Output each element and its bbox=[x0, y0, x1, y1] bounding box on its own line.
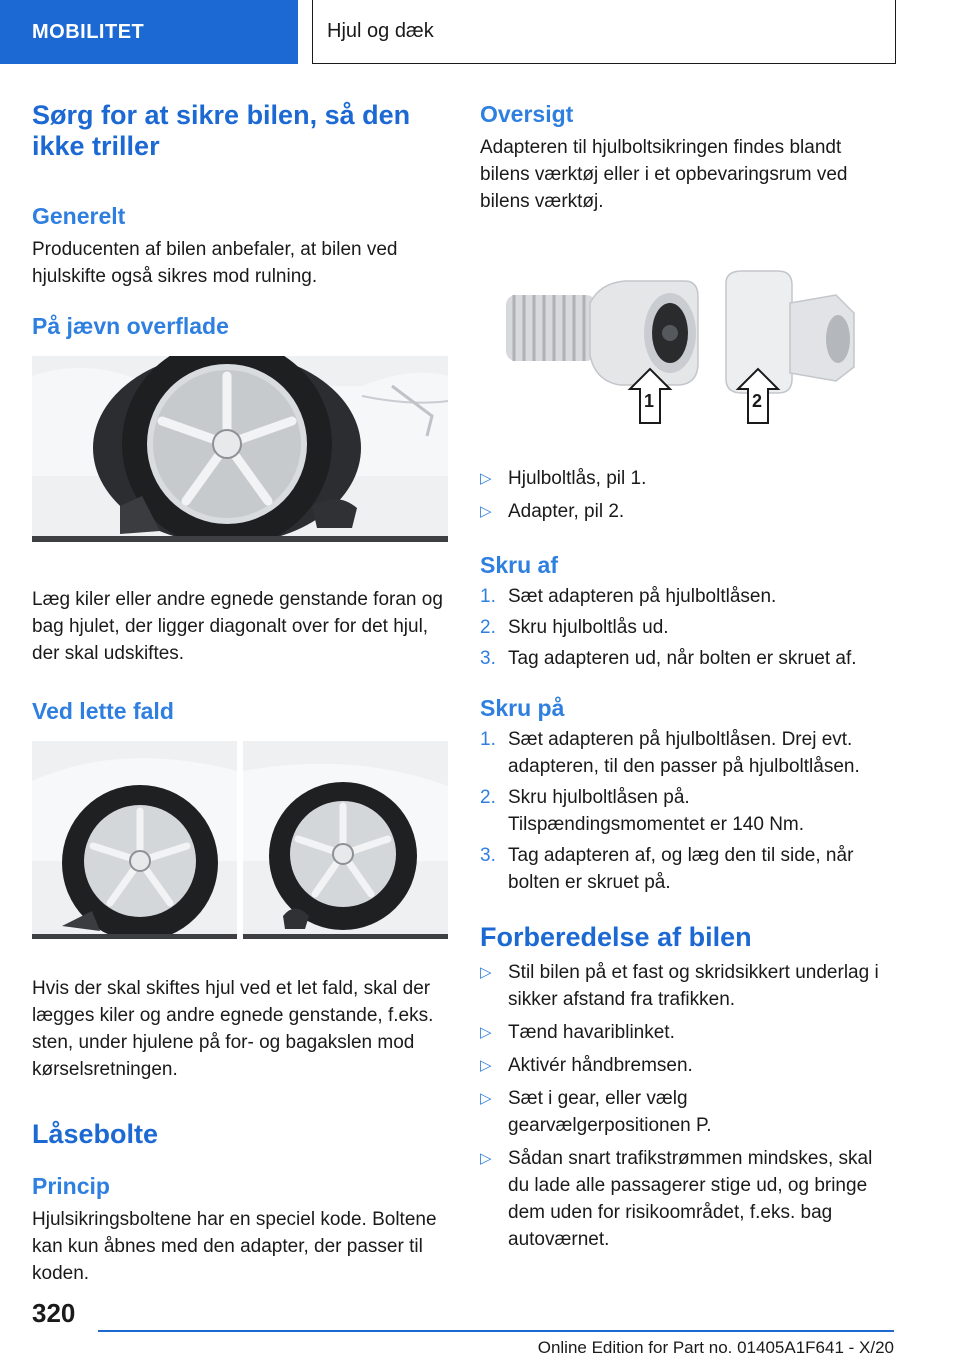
footer-divider bbox=[98, 1330, 894, 1332]
list-marker-icon: ▷ bbox=[480, 503, 492, 520]
step-item: 3. Tag adapteren af, og læg den til side, når bolten er skruet på. bbox=[480, 845, 854, 893]
list-marker-icon: ▷ bbox=[480, 470, 492, 487]
step-item: 2. Skru hjulboltlås ud. bbox=[480, 617, 669, 638]
heading-forberedelse: Forberedelse af bilen bbox=[480, 922, 752, 952]
list-item: ▷ Hjulboltlås, pil 1. bbox=[480, 465, 898, 492]
footer-edition: Online Edition for Part no. 01405A1F641 - X/20 bbox=[537, 1338, 894, 1357]
text-generelt: Producenten af bilen anbefaler, at bilen ved hjulskifte også sikres mod rulning. bbox=[32, 239, 398, 287]
chapter-title: Hjul og dæk bbox=[312, 0, 896, 64]
text-oversigt: Adapteren til hjulboltsikringen findes blandt bilens værktøj eller i et opbevaringsrum ved bilens værktøj. bbox=[480, 137, 848, 212]
list-item: ▷ Sæt i gear, eller vælg gearvælgerpositionen P. bbox=[480, 1085, 860, 1139]
wheel-chock-level-illustration bbox=[32, 356, 448, 542]
list-marker-icon: ▷ bbox=[480, 1057, 492, 1074]
text-jaevn-overflade: Læg kiler eller andre egnede genstande foran og bag hjulet, der ligger diagonalt over for det hjul, der skal udskiftes. bbox=[32, 589, 443, 664]
heading-oversigt: Oversigt bbox=[480, 101, 574, 127]
text-princip: Hjulsikringsboltene har en speciel kode. Boltene kan kun åbnes med den adapter, der passer til koden. bbox=[32, 1209, 437, 1284]
heading-laasebolte: Låsebolte bbox=[32, 1119, 159, 1149]
page-number: 320 bbox=[32, 1298, 76, 1328]
heading-skru-paa: Skru på bbox=[480, 695, 565, 721]
front-wheel-illustration bbox=[32, 741, 237, 939]
heading-generelt: Generelt bbox=[32, 203, 126, 229]
heading-skru-af: Skru af bbox=[480, 552, 558, 578]
skru-af-steps bbox=[480, 583, 898, 672]
step-item: 2. Skru hjulboltlåsen på. Tilspændingsmomentet er 140 Nm. bbox=[480, 787, 805, 835]
text-lette-fald: Hvis der skal skiftes hjul ved et let fald, skal der lægges kiler og andre egnede genstande, f.eks. sten, under hjulene på for- og bagakslen mod kørselsretningen. bbox=[32, 978, 434, 1080]
left-column bbox=[32, 100, 450, 1287]
list-marker-icon: ▷ bbox=[480, 964, 492, 981]
heading-jaevn-overflade: På jævn overflade bbox=[32, 313, 229, 339]
list-marker-icon: ▷ bbox=[480, 1150, 492, 1167]
list-item: ▷ Tænd havariblinket. bbox=[480, 1019, 898, 1046]
section-heading-secure-car: Sørg for at sikre bilen, så den ikke triller bbox=[32, 100, 411, 161]
heading-lette-fald: Ved lette fald bbox=[32, 698, 174, 724]
figure-label-2: 2 bbox=[752, 391, 763, 411]
list-item: ▷ Sådan snart trafikstrømmen mindskes, skal du lade alle passagerer stige ud, og bringe dem uden for risikoområdet, f.eks. bag autoværnet. bbox=[480, 1145, 885, 1253]
step-item: 1. Sæt adapteren på hjulboltlåsen. bbox=[480, 586, 777, 607]
wheel-chock-slope-image bbox=[32, 741, 448, 939]
list-marker-icon: ▷ bbox=[480, 1090, 492, 1107]
figure-label-1: 1 bbox=[644, 391, 655, 411]
lock-bolt-adapter-figure bbox=[480, 263, 896, 439]
list-marker-icon: ▷ bbox=[480, 1024, 492, 1041]
lock-bolt-adapter-illustration bbox=[480, 263, 896, 439]
section-tab: MOBILITET bbox=[0, 0, 298, 64]
list-item: ▷ Stil bilen på et fast og skridsikkert underlag i sikker afstand fra trafikken. bbox=[480, 959, 885, 1013]
rear-wheel-illustration bbox=[243, 741, 448, 939]
step-item: 3. Tag adapteren ud, når bolten er skruet af. bbox=[480, 648, 857, 669]
oversigt-list bbox=[480, 465, 898, 525]
step-item: 1. Sæt adapteren på hjulboltlåsen. Drej evt. adapteren, til den passer på hjulboltlåsen. bbox=[480, 729, 860, 777]
list-item: ▷ Aktivér håndbremsen. bbox=[480, 1052, 898, 1079]
right-column bbox=[480, 100, 898, 1253]
list-item: ▷ Adapter, pil 2. bbox=[480, 498, 898, 525]
wheel-chock-level-image bbox=[32, 356, 448, 542]
forberedelse-list bbox=[480, 959, 898, 1253]
heading-princip: Princip bbox=[32, 1173, 110, 1199]
skru-paa-steps bbox=[480, 726, 898, 896]
